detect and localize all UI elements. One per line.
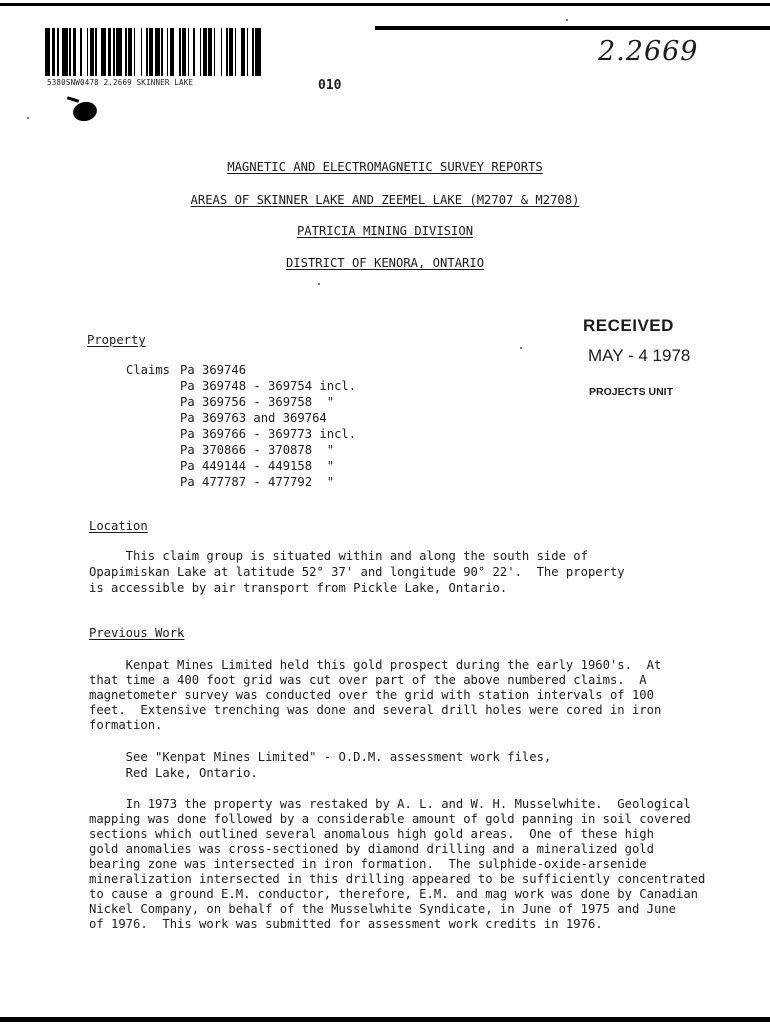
report-subtitle: AREAS OF SKINNER LAKE AND ZEEMEL LAKE (M2707 & M2708) xyxy=(190,193,580,207)
text-line: sections which outlined several anomalous high gold areas. One of these high xyxy=(89,827,654,841)
text-line: magnetometer survey was conducted over the grid with station intervals of 100 xyxy=(89,688,654,702)
property-heading: Property xyxy=(87,333,146,347)
barcode-bar xyxy=(261,28,263,76)
claim-line: Pa 369756 - 369758 " xyxy=(180,395,335,409)
location-heading: Location xyxy=(89,519,148,533)
bottom-scan-edge xyxy=(0,1017,770,1022)
text-line: In 1973 the property was restaked by A. L. and W. H. Musselwhite. Geological xyxy=(89,797,691,811)
top-rule xyxy=(375,26,770,30)
claim-line: Pa 369763 and 369764 xyxy=(180,411,327,425)
claim-line: Pa 369746 xyxy=(180,363,247,377)
report-title: MAGNETIC AND ELECTROMAGNETIC SURVEY REPORTS xyxy=(227,160,543,174)
text-line: mineralization intersected in this drilling appeared to be sufficiently concentrated xyxy=(89,872,706,886)
text-line: mapping was done followed by a considerable amount of gold panning in soil covered xyxy=(89,812,691,826)
handwritten-file-number: 2.2669 xyxy=(598,36,699,67)
claim-line: Pa 449144 - 449158 " xyxy=(180,459,335,473)
claim-line: Pa 369766 - 369773 incl. xyxy=(180,427,357,441)
claim-line: Pa 370866 - 370878 " xyxy=(180,443,335,457)
scan-speck xyxy=(318,283,320,285)
text-line: that time a 400 foot grid was cut over part of the above numbered claims. A xyxy=(89,673,647,687)
text-line: bearing zone was intersected in iron formation. The sulphide-oxide-arsenide xyxy=(89,857,647,871)
text-line: of 1976. This work was submitted for assessment work credits in 1976. xyxy=(89,917,603,931)
claim-line: Pa 369748 - 369754 incl. xyxy=(180,379,357,393)
text-line: feet. Extensive trenching was done and several drill holes were cored in iron xyxy=(89,703,662,717)
text-line: See "Kenpat Mines Limited" - O.D.M. assessment work files, xyxy=(89,750,552,764)
text-line: Opapimiskan Lake at latitude 52° 37' and longitude 90° 22'. The property xyxy=(89,565,625,579)
previous-work-heading: Previous Work xyxy=(89,626,185,640)
mining-division: PATRICIA MINING DIVISION xyxy=(296,224,474,238)
ink-blot-tail xyxy=(67,96,79,103)
text-line: gold anomalies was cross-sectioned by diamond drilling and a mineralized gold xyxy=(89,842,654,856)
text-line: This claim group is situated within and along the south side of xyxy=(89,549,588,563)
ink-blot xyxy=(71,100,98,124)
claims-label: Claims xyxy=(126,363,171,377)
text-line: Kenpat Mines Limited held this gold prospect during the early 1960's. At xyxy=(89,658,662,672)
district: DISTRICT OF KENORA, ONTARIO xyxy=(285,256,485,270)
top-scan-edge xyxy=(0,3,770,6)
text-line: Nickel Company, on behalf of the Musselwhite Syndicate, in June of 1975 and June xyxy=(89,902,676,916)
barcode-caption: 5380SNW0478 2.2669 SKINNER LAKE xyxy=(47,78,194,87)
text-line: is accessible by air transport from Pickle Lake, Ontario. xyxy=(89,581,508,595)
text-line: formation. xyxy=(89,718,163,732)
received-date: MAY - 4 1978 xyxy=(588,346,691,365)
scan-speck xyxy=(27,117,29,119)
claim-line: Pa 477787 - 477792 " xyxy=(180,475,335,489)
text-line: Red Lake, Ontario. xyxy=(89,766,258,780)
received-stamp: RECEIVED xyxy=(583,316,674,335)
projects-unit-stamp: PROJECTS UNIT xyxy=(589,386,674,398)
text-line: to cause a ground E.M. conductor, therefore, E.M. and mag work was done by Canadian xyxy=(89,887,699,901)
scan-speck xyxy=(520,347,522,349)
barcode xyxy=(45,28,263,76)
scan-speck xyxy=(566,19,568,21)
page-number: 010 xyxy=(318,78,342,93)
